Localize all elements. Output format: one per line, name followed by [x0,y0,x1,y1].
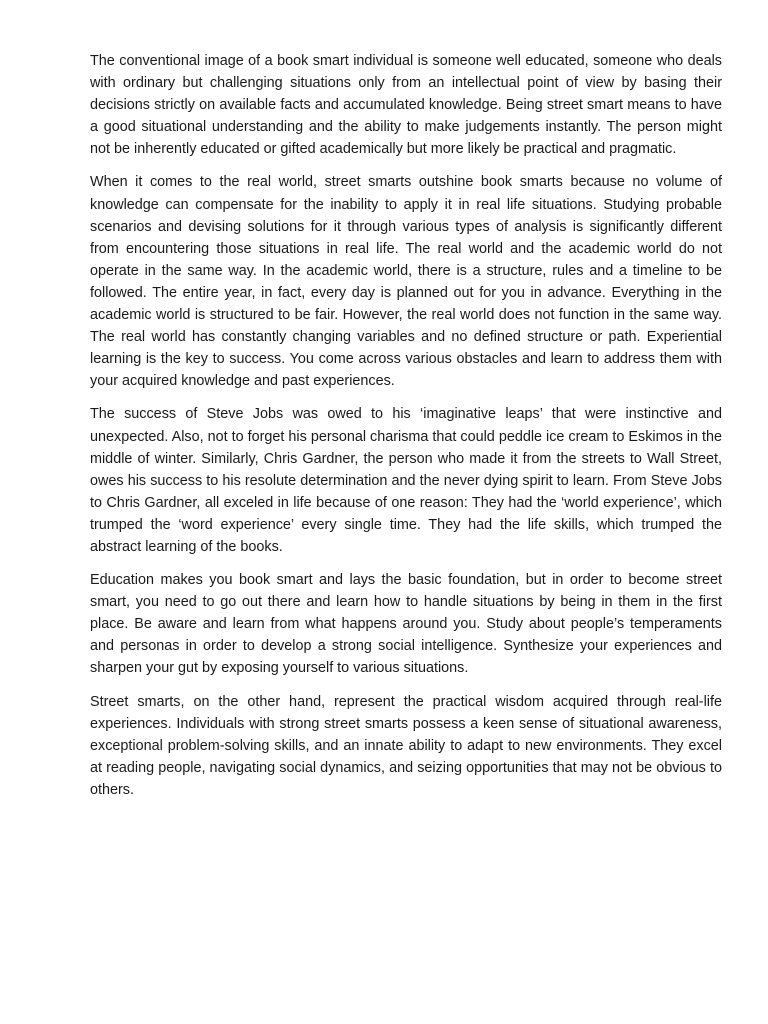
paragraph-education: Education makes you book smart and lays the basic foundation, but in order to become street smart, you need to go out there and learn how to handle situations by being in them in the first place. Be aware and learn from what happens around you. Study about people’s temperaments and personas in order to develop a strong social intelligence. Synthesize your experiences and sharpen your gut by exposing yourself to various situations. [90,572,722,677]
paragraph-street-smarts: Street smarts, on the other hand, represent the practical wisdom acquired through real-life experiences. Individuals with strong street smarts possess a keen sense of situational awareness, exceptional problem-solving skills, and an innate ability to adapt to new environments. They excel at reading people, navigating social dynamics, and seizing opportunities that may not be obvious to others. [90,693,722,798]
paragraph-real-world: When it comes to the real world, street smarts outshine book smarts because no volume of knowledge can compensate for the inability to apply it in real life situations. Studying probable scenarios and devising solutions for it through various types of analysis is significantly different from encountering those situations in real life. The real world and the academic world do not operate in the same way. In the academic world, there is a structure, rules and a timeline to be followed. The entire year, in fact, every day is planned out for you in advance. Everything in the academic world is structured to be fair. However, the real world does not function in the same way. The real world has constantly changing variables and no defined structure or path. Experiential learning is the key to success. You come across various obstacles and learn to address them with your acquired knowledge and past experiences. [90,174,722,390]
paragraph-examples: The success of Steve Jobs was owed to his ‘imaginative leaps’ that were instinctive and unexpected. Also, not to forget his personal charisma that could peddle ice cream to Eskimos in the middle of winter. Similarly, Chris Gardner, the person who made it from the streets to Wall Street, owes his success to his resolute determination and the never dying spirit to learn. From Steve Jobs to Chris Gardner, all exceled in life because of one reason: They had the ‘world experience’, which trumped the ‘word experience’ every single time. They had the life skills, which trumped the abstract learning of the books. [90,406,722,555]
paragraph-book-smart-definition: The conventional image of a book smart individual is someone well educated, someone who deals with ordinary but challenging situations only from an intellectual point of view by basing their decisions strictly on available facts and accumulated knowledge. Being street smart means to have a good situational understanding and the ability to make judgements instantly. The person might not be inherently educated or gifted academically but more likely be practical and pragmatic. [90,53,722,158]
document-body [90,50,722,812]
